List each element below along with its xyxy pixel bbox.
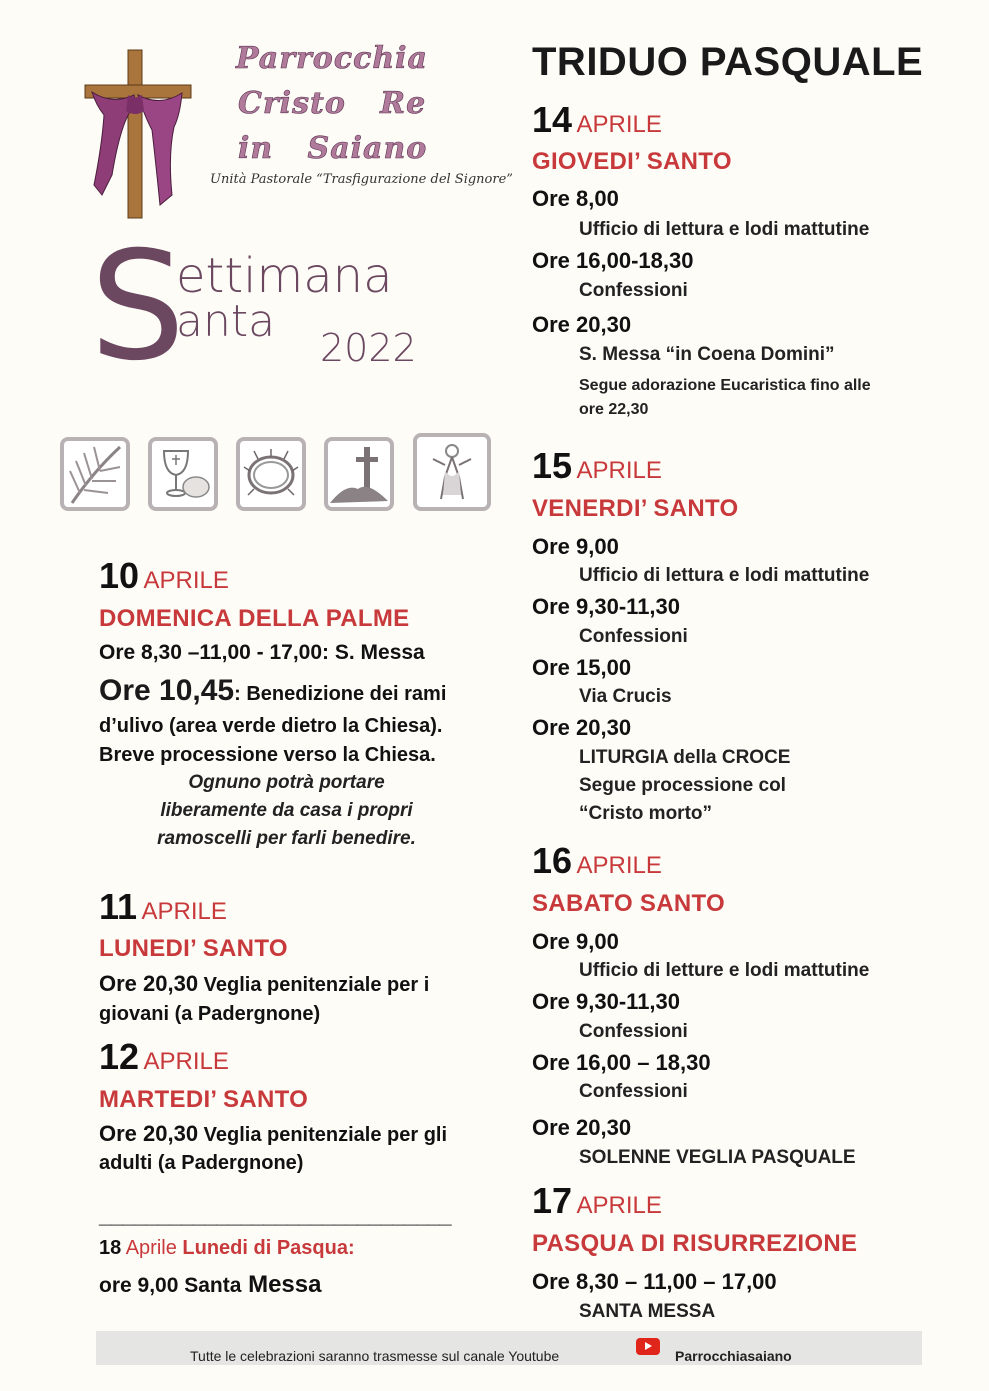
date-heading-15 [532,445,662,487]
day-month: APRILE [576,1192,662,1219]
day-month: APRILE [143,1048,229,1075]
day-month: APRILE [576,457,662,484]
day-month: APRILE [576,852,662,879]
event-desc: Ufficio di letture e lodi mattutine [579,960,870,981]
day-number: 11 [99,886,138,927]
day-title-domenica-palme: DOMENICA DELLA PALME [99,605,410,632]
day-month: APRILE [143,567,229,594]
day-month: Aprile [125,1237,177,1259]
pastoral-unit: Unità Pastorale “Trasfigurazione del Signore” [210,172,513,187]
event-time: Ore 9,30-11,30 [532,594,681,619]
palme-procession: Breve processione verso la Chiesa. [99,744,436,766]
event-time: Ore 8,00 [532,186,619,211]
day-month: APRILE [576,111,662,138]
day-title-lunedi-pasqua: Lunedi di Pasqua: [182,1237,355,1259]
day-month: APRILE [141,898,227,925]
blessing-text: : Benedizione dei rami [234,683,447,705]
day-title-lunedi-santo: LUNEDI’ SANTO [99,935,288,962]
palme-mass-times: Ore 8,30 –11,00 - 17,00: S. Messa [99,641,425,664]
event-desc: Via Crucis [579,686,672,707]
date-heading-12 [99,1036,229,1078]
event-time: Ore 16,00-18,30 [532,248,694,273]
event-desc: S. Messa “in Coena Domini” [579,344,835,365]
event-desc: SANTA MESSA [579,1301,716,1322]
event-time: Ore 16,00 – 18,30 [532,1050,711,1075]
event-time: Ore 20,30 [532,312,632,337]
day-title-sabato-santo: SABATO SANTO [532,890,725,917]
parish-name-line3: in Saiano [238,131,428,166]
pasquetta-heading [99,1237,355,1260]
chalice-icon [148,437,218,511]
palme-note-line2: liberamente da casa i propri [160,800,413,821]
event-time: Ore 9,00 [532,929,619,954]
day-number: 14 [532,99,573,140]
day-number: 15 [532,445,573,486]
palme-note-line3: ramoscelli per farli benedire. [157,828,416,849]
parish-name-line1: Parrocchia [236,41,428,76]
youtube-play-icon [645,1342,652,1350]
day-number: 16 [532,840,573,881]
cross-with-drape-logo [82,45,197,220]
event-desc: Segue processione col [579,775,786,796]
day-title-giovedi-santo: GIOVEDI’ SANTO [532,148,732,175]
event-desc: Veglia penitenziale per i [198,974,430,996]
mass-word: Messa [241,1271,322,1298]
palm-icon [60,437,130,511]
event-desc: “Cristo morto” [579,803,712,824]
footer-text: Tutte le celebrazioni saranno trasmesse sul canale Youtube [190,1348,560,1364]
day-number: 12 [99,1036,140,1077]
date-heading-10 [99,555,229,597]
day-number: 18 [99,1237,122,1259]
event-desc: Veglia penitenziale per gli [198,1124,448,1146]
day-number: 10 [99,555,140,596]
pasquetta-mass-line [99,1271,321,1299]
date-heading-17 [532,1180,662,1222]
youtube-icon [636,1338,660,1355]
blessing-time: Ore 10,45 [99,674,235,707]
event-time: Ore 20,30 [532,715,632,740]
event-time: Ore 15,00 [532,655,632,680]
event-desc-note: Segue adorazione Eucaristica fino alle [579,377,871,394]
mass-time: ore 9,00 Santa [99,1274,242,1297]
martedi-event-line [99,1121,447,1147]
date-heading-16 [532,840,662,882]
footer-bar [96,1331,922,1365]
event-desc-note: ore 22,30 [579,401,649,418]
calvary-cross-icon [324,437,394,511]
event-time: Ore 8,30 – 11,00 – 17,00 [532,1269,777,1294]
event-desc: Confessioni [579,1081,688,1102]
separator-line: ______________________________ [99,1203,452,1228]
event-desc: Confessioni [579,280,688,301]
date-heading-14 [532,99,662,141]
triduo-title: TRIDUO PASQUALE [532,40,924,84]
risen-christ-icon [413,433,491,511]
youtube-channel-link[interactable]: Parrocchiasaiano [675,1348,792,1364]
event-desc: Confessioni [579,1021,688,1042]
day-number: 17 [532,1180,573,1221]
lunedi-event-line [99,971,429,997]
day-title-pasqua: PASQUA DI RISURREZIONE [532,1230,858,1257]
title-initial: S [90,220,186,394]
palme-blessing-line [99,674,446,708]
martedi-event-desc2: adulti (a Padergnone) [99,1152,304,1174]
event-time: Ore 9,30-11,30 [532,989,681,1014]
event-time: Ore 9,00 [532,534,619,559]
event-desc: Ufficio di lettura e lodi mattutine [579,565,870,586]
parish-name-line2: Cristo Re [238,86,427,121]
event-desc: LITURGIA della CROCE [579,747,791,768]
title-word-santa: anta [176,296,276,347]
event-desc: Ufficio di lettura e lodi mattutine [579,219,870,240]
date-heading-11 [99,886,227,928]
event-desc: Confessioni [579,626,688,647]
palme-note-line1: Ognuno potrà portare [188,772,385,793]
crown-of-thorns-icon [236,437,306,511]
title-word-settimana: ettimana [176,248,393,304]
day-title-venerdi-santo: VENERDI’ SANTO [532,495,739,522]
title-year: 2022 [320,326,417,370]
event-time: Ore 20,30 [99,971,199,996]
lunedi-event-desc2: giovani (a Padergnone) [99,1003,321,1025]
day-title-martedi-santo: MARTEDI’ SANTO [99,1086,309,1113]
event-time: Ore 20,30 [532,1115,632,1140]
palme-location: d’ulivo (area verde dietro la Chiesa). [99,715,443,737]
event-time: Ore 20,30 [99,1121,199,1146]
event-desc: SOLENNE VEGLIA PASQUALE [579,1147,856,1168]
